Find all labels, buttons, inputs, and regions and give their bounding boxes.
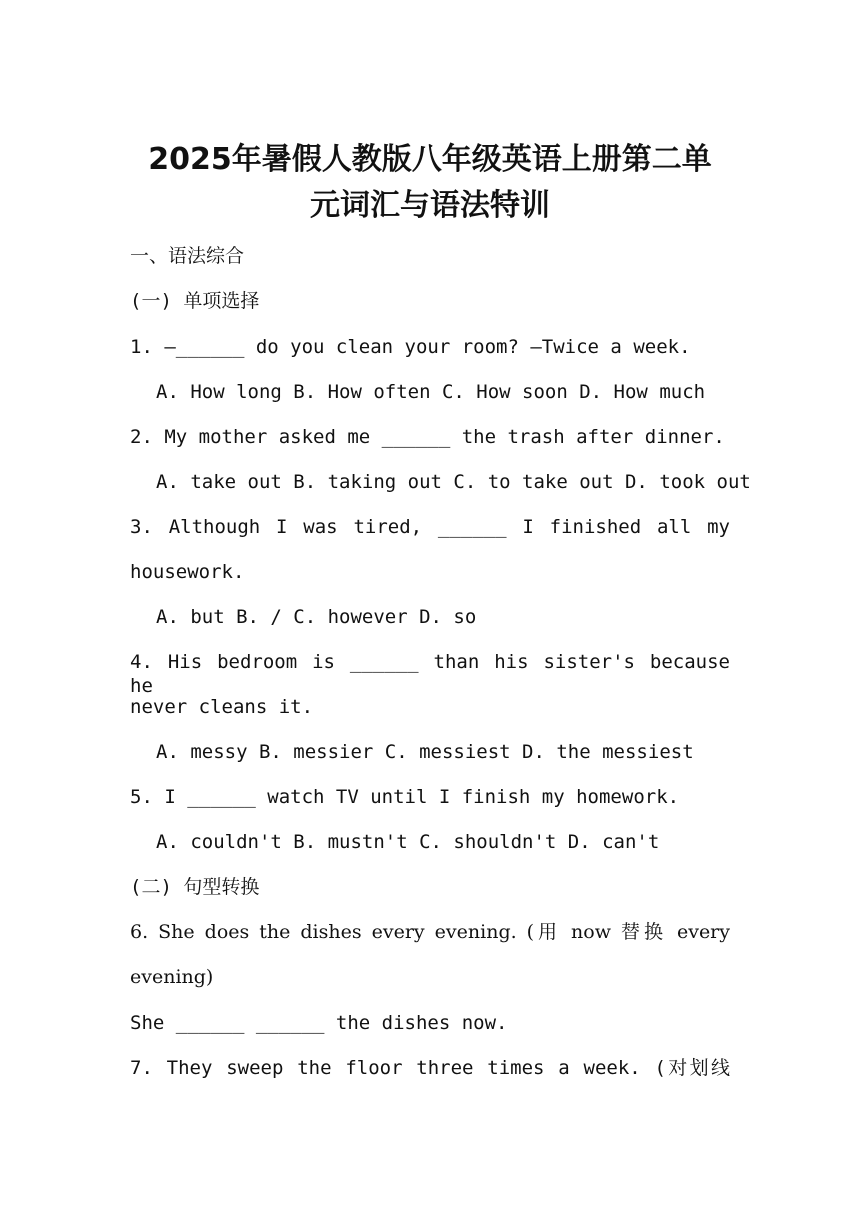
- section-heading: 一、语法综合: [130, 245, 245, 267]
- question-7-stem-line-1: 7. They sweep the floor three times a week. (对划线: [130, 1057, 730, 1079]
- question-3-options: A. but B. / C. however D. so: [156, 606, 477, 628]
- question-4-stem-line-2: never cleans it.: [130, 696, 314, 718]
- question-3-stem-line-2: housework.: [130, 561, 245, 583]
- document-title-line-2: 元词汇与语法特训: [310, 188, 550, 223]
- question-6-stem-line-1: 6. She does the dishes every evening. (用 now 替换 every: [130, 921, 730, 943]
- question-6-answer-line: She ______ ______ the dishes now.: [130, 1012, 508, 1034]
- question-4-stem-line-1: 4. His bedroom is ______ than his sister's because he: [130, 651, 730, 697]
- document-title-line-1: 2025年暑假人教版八年级英语上册第二单: [148, 142, 712, 177]
- question-2-options: A. take out B. taking out C. to take out D. took out: [156, 471, 751, 493]
- question-5-options: A. couldn't B. mustn't C. shouldn't D. can't: [156, 831, 660, 853]
- part-heading-sentence-transformation: (二) 句型转换: [130, 876, 260, 898]
- question-3-stem-line-1: 3. Although I was tired, ______ I finished all my: [130, 516, 730, 538]
- question-4-options: A. messy B. messier C. messiest D. the messiest: [156, 741, 694, 763]
- part-heading-multiple-choice: (一) 单项选择: [130, 290, 260, 312]
- question-5-stem: 5. I ______ watch TV until I finish my homework.: [130, 786, 680, 808]
- question-1-stem: 1. —______ do you clean your room? —Twice a week.: [130, 336, 691, 358]
- question-1-options: A. How long B. How often C. How soon D. How much: [156, 381, 706, 403]
- question-2-stem: 2. My mother asked me ______ the trash after dinner.: [130, 426, 725, 448]
- question-6-stem-line-2: evening): [130, 966, 214, 988]
